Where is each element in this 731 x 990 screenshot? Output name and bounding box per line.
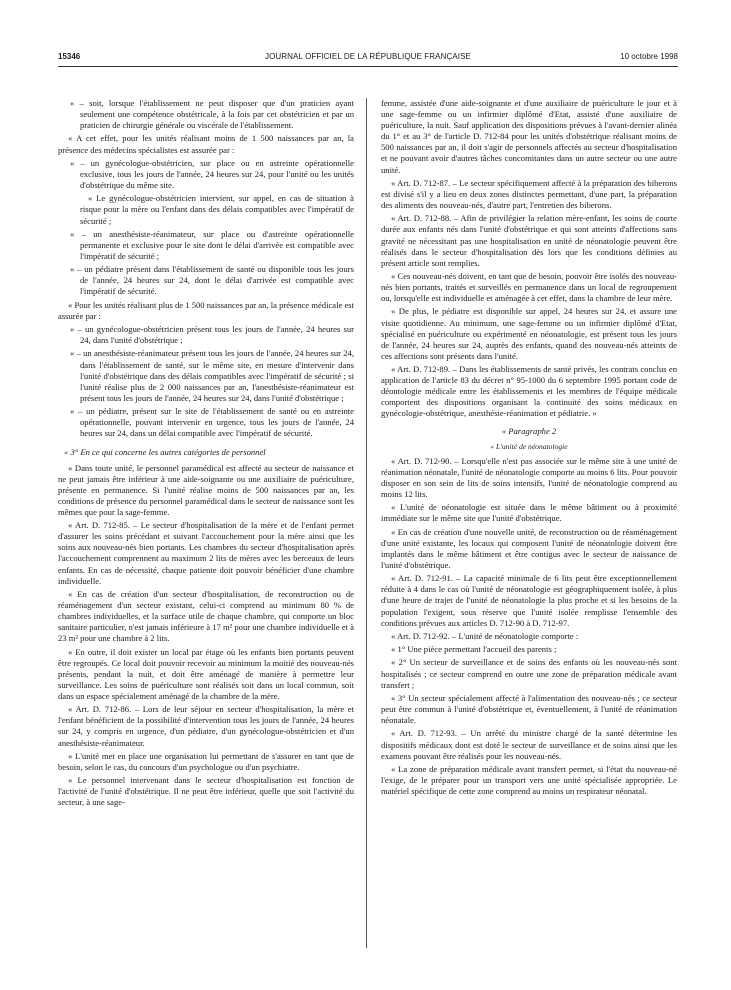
paragraph: « Art. D. 712-88. – Afin de privilégier la relation mère-enfant, les soins de courte durée aux enfants nés dans l'unité d'obstétrique et qui sont atteints d'affections sans gravité ne nécessitant pas une hospitalisation en unité de néonatologie peuvent être réalisés dans le secteur d'hospitalisation dès lors que les conditions définies au présent article sont remplies. — [381, 213, 677, 268]
paragraph: « Le gynécologue-obstétricien intervient, sur appel, en cas de situation à risque pour la mère ou l'enfant dans des délais compatibles avec l'impératif de sécurité ; — [80, 193, 354, 226]
paragraph: « L'unité met en place une organisation lui permettant de s'assurer en tant que de besoin, selon le cas, du concours d'un psychologue ou d'un psychiatre. — [58, 750, 354, 772]
paragraph: « Ces nouveau-nés doivent, en tant que de besoin, pouvoir être isolés des nouveau-nés bien portants, traités et surveillés en permanence dans un local de regroupement ou, lorsqu'elle est individuelle et aménagée à cet effet, dans la chambre de leur mère. — [381, 270, 677, 304]
paragraph: « Dans toute unité, le personnel paramédical est affecté au secteur de naissance et ne peut jamais être inférieur à une aide-soignante ou une auxiliaire de puériculture, présente en permanence. Si l'unité réalise moins de 500 naissances par an, les conditions de présence du personnel paramédical dans le secteur de naissance sont les mêmes que pour la sage-femme. — [58, 462, 354, 517]
paragraph: « Pour les unités réalisant plus de 1 500 naissances par an, la présence médicale est assurée par : — [58, 299, 354, 321]
paragraph: « – un pédiatre présent dans l'établissement de santé ou disponible tous les jours de l'année, 24 heures sur 24, dont le délai d'arrivée est compatible avec l'impératif de sécurité. — [70, 264, 354, 297]
right-column — [381, 98, 677, 799]
paragraph: « L'unité de néonatologie est située dans le même bâtiment ou à proximité immédiate sur le même site que l'unité d'obstétrique. — [381, 502, 677, 524]
page-header — [58, 52, 678, 64]
paragraph: « En cas de création d'un secteur d'hospitalisation, de reconstruction ou de réaménagement d'un secteur existant, celui-ci comprend au minimum 80 % de chambres individuelles, et la surface utile de chaque chambre, qui comporte un bloc sanitaire particulier, n'est jamais inférieure à 17 m² pour une chambre individuelle et à 23 m² pour une chambre à 2 lits. — [58, 588, 354, 644]
paragraph: « Le personnel intervenant dans le secteur d'hospitalisation est fonction de l'activité de l'unité d'obstétrique. Il ne peut être inférieur, quelle que soit l'activité du secteur, à une sage- — [58, 775, 354, 808]
page-number: 15346 — [58, 52, 81, 61]
paragraph: « A cet effet, pour les unités réalisant moins de 1 500 naissances par an, la présence des médecins spécialistes est assurée par : — [58, 133, 354, 155]
paragraph: « – soit, lorsque l'établissement ne peut disposer que d'un praticien ayant seulement une compétence obstétricale, à la fois par cet obstétricien et par un praticien de chirurgie générale ou viscérale de l'établissement. — [70, 98, 354, 131]
paragraph: « La zone de préparation médicale avant transfert permet, si l'état du nouveau-né l'exige, de le préparer pour un transport vers une unité spécialisée appropriée. Le matériel spécifique de cette zone comprend au moins un respirateur néonatal. — [381, 763, 677, 797]
paragraph: « Art. D. 712-85. – Le secteur d'hospitalisation de la mère et de l'enfant permet d'assurer les soins précédant et suivant l'accouchement pour la mère ainsi que les soins aux nouveau-nés bien portants. Les chambres du secteur d'hospitalisation après l'accouchement comprennent au maximum 2 lits de mères avec les berceaux de leurs enfants. En cas de nécessité, chaque patiente doit pouvoir bénéficier d'une chambre individuelle. — [58, 520, 354, 586]
paragraph: « 3° Un secteur spécialement affecté à l'alimentation des nouveau-nés ; ce secteur peut être commun à l'unité d'obstétrique et, éventuellement, à l'unité de réanimation néonatale. — [381, 692, 677, 726]
paragraph: « De plus, le pédiatre est disponible sur appel, 24 heures sur 24, et assure une visite quotidienne. Au minimum, une sage-femme ou un infirmier diplômé d'Etat, spécialisé en puériculture ou expérimenté en néonatologie, est présent tous les jours de l'année, 24 heures sur 24, auprès des enfants, quand des nouveau-nés atteints de ces affections sont présents dans l'unité. — [381, 306, 677, 361]
paragraph: « Art. D. 712-87. – Le secteur spécifiquement affecté à la préparation des biberons est divisé s'il y a lieu en deux zones distinctes permettant, d'une part, la préparation des aliments des nouveau-nés, d'autre part, l'entretien des biberons. — [381, 177, 677, 211]
paragraph: « Art. D. 712-91. – La capacité minimale de 6 lits peut être exceptionnellement réduite à 4 dans le cas où l'unité de néonatologie est géographiquement isolée, à plus d'une heure de trajet de l'unité de néonatologie la plus proche et si les besoins de la population l'exigent, sous réserve que l'unité isolée remplisse l'ensemble des conditions prévues aux articles D. 712-90 à D. 712-97. — [381, 573, 677, 628]
paragraph: « Paragraphe 2 — [501, 425, 557, 436]
paragraph: « – un gynécologue-obstétricien, sur place ou en astreinte opérationnelle exclusive, tous les jours de l'année, 24 heures sur 24, pour l'unité ou les unités d'obstétrique du même site. — [70, 157, 354, 191]
paragraph: « L'unité de néonatologie — [490, 441, 568, 451]
paragraph: « Art. D. 712-89. – Dans les établissements de santé privés, les contrats conclus en application de l'article 83 du décret n° 95-1000 du 6 septembre 1995 portant code de déontologie médicale entre les établissements et les membres de l'équipe médicale comportent des dispositions organisant la continuité des soins médicaux en gynécologie-obstétrique, anesthésie-réanimation et pédiatrie. » — [381, 364, 677, 419]
paragraph: « – un anesthésiste-réanimateur présent tous les jours de l'année, 24 heures sur 24, dans l'établissement de santé, sur le même site, en mesure d'intervenir dans l'unité d'obstétrique dans des délais compatibles avec l'impératif de sécurité ; si l'unité réalise plus de 2 000 naissances par an, l'anesthésiste-réanimateur est présent tous les jours de l'année, 24 heures sur 24, dans l'unité d'obstétrique ; — [70, 348, 354, 403]
paragraph: « 1° Une pièce permettant l'accueil des parents ; — [391, 644, 557, 655]
paragraph: « En outre, il doit exister un local par étage où les enfants bien portants peuvent être regroupés. Ce local doit pouvoir recevoir au minimum la moitié des nouveau-nés présents, pendant la nuit, et doit être aménagé de manière à permettre leur surveillance. Les soins de puériculture sont réalisés soit dans un local commun, soit dans un espace spécialement aménagé de la chambre de la mère. — [58, 646, 354, 701]
paragraph: « Art. D. 712-92. – L'unité de néonatologie comporte : — [391, 630, 579, 641]
issue-date: 10 octobre 1998 — [620, 52, 678, 61]
paragraph: « – un anesthésiste-réanimateur, sur place ou d'astreinte opérationnelle permanente et exclusive pour le site dont le délai d'arrivée est compatible avec l'impératif de sécurité ; — [70, 228, 354, 261]
paragraph: « 3° En ce qui concerne les autres catégories de personnel — [64, 447, 266, 458]
header-rule — [58, 66, 678, 67]
paragraph: « 2° Un secteur de surveillance et de soins des enfants où les nouveau-nés sont hospitalisés ; ce secteur comprend en outre une zone de préparation médicale avant transfert ; — [381, 657, 677, 690]
paragraph: « Art. D. 712-93. – Un arrêté du ministre chargé de la santé détermine les dispositifs médicaux dont est doté le secteur de surveillance et de soins ainsi que les examens pouvant être réalisés pour les nouveau-nés. — [381, 728, 677, 761]
column-divider — [366, 98, 367, 948]
paragraph: « Art. D. 712-90. – Lorsqu'elle n'est pas associée sur le même site à une unité de réanimation néonatale, l'unité de néonatologie comporte au moins 6 lits. Pour pouvoir disposer en son sein de lits de soins intensifs, l'unité de néonatologie comprend au moins 12 lits. — [381, 455, 677, 500]
left-column — [58, 98, 354, 811]
paragraph: « – un pédiatre, présent sur le site de l'établissement de santé ou en astreinte opérationnelle, pouvant intervenir en urgence, tous les jours de l'année, 24 heures sur 24, dans un délai compatible avec l'impératif de sécurité. — [70, 406, 354, 439]
paragraph: « Art. D. 712-86. – Lors de leur séjour en secteur d'hospitalisation, la mère et l'enfant bénéficient de la possibilité d'intervention tous les jours de l'année, 24 heures sur 24, y compris en urgence, d'un pédiatre, d'un gynécologue-obstétricien et d'un anesthésiste-réanimateur. — [58, 704, 354, 748]
paragraph: femme, assistée d'une aide-soignante et d'une auxiliaire de puériculture le jour et à une sage-femme ou un infirmier diplômé d'Etat, assisté d'une auxiliaire de puériculture, la nuit. Sauf application des dispositions prévues à l'avant-dernier alinéa du 1° et au 3° de l'article D. 712-84 pour les unités d'obstétrique réalisant moins de 500 naissances par an, il doit s'agir de personnels affectés au secteur d'hospitalisation et ne pouvant avoir d'autres tâches concomitantes dans un autre secteur ou une autre unité. — [381, 98, 677, 175]
journal-title: JOURNAL OFFICIEL DE LA RÉPUBLIQUE FRANÇAISE — [265, 52, 471, 61]
paragraph: « En cas de création d'une nouvelle unité, de reconstruction ou de réaménagement d'une unité existante, les locaux qui composent l'unité de néonatologie doivent être implantés dans le même bâtiment et être contigus avec le secteur de naissance de l'unité d'obstétrique. — [381, 526, 677, 570]
paragraph: « – un gynécologue-obstétricien présent tous les jours de l'année, 24 heures sur 24, dans l'unité d'obstétrique ; — [70, 324, 354, 346]
